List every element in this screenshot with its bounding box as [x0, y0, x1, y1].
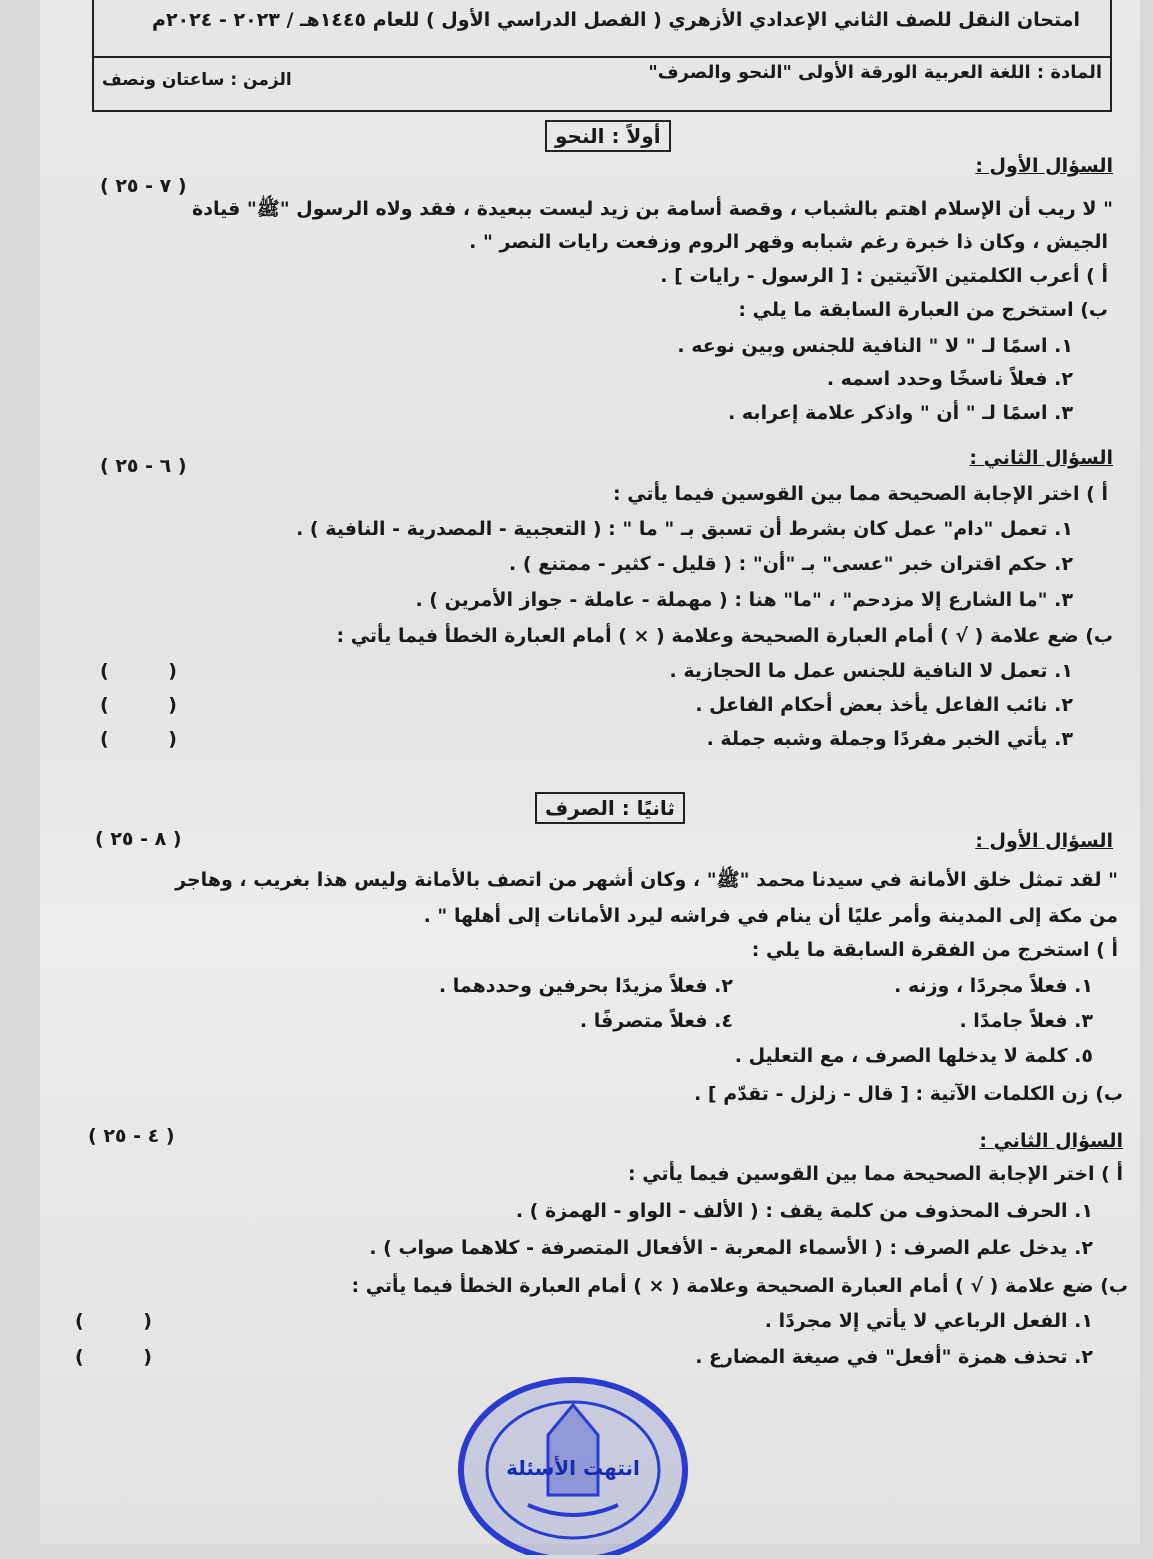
exam-title: امتحان النقل للصف الثاني الإعدادي الأزهري ( الفصل الدراسي الأول ) للعام ١٤٤٥هـ / ٢٠٢٣ - ٢٠٢٤م — [152, 9, 1080, 31]
passage-line: " لقد تمثل خلق الأمانة في سيدنا محمد "ﷺ" ، وكان أشهر من اتصف بالأمانة وليس هذا بغريب ، وهاجر — [175, 869, 1118, 891]
question-item: ب) ضع علامة ( √ ) أمام العبارة الصحيحة وعلامة ( × ) أمام العبارة الخطأ فيما يأتي : — [336, 625, 1113, 647]
sub-item: ٢. تحذف همزة "أفعل" في صيغة المضارع . — [695, 1346, 1093, 1368]
sub-item: ٣. "ما الشارع إلا مزدحم" ، "ما" هنا : ( مهملة - عاملة - جواز الأمرين ) . — [415, 589, 1073, 611]
section-title-morphology: ثانيًا : الصرف — [535, 792, 685, 824]
stamp-seal-icon — [448, 1375, 698, 1555]
sub-item: ١. تعمل لا النافية للجنس عمل ما الحجازية . — [669, 660, 1073, 682]
sub-item: ١. فعلاً مجردًا ، وزنه . — [894, 975, 1093, 997]
question-item: أ ) اختر الإجابة الصحيحة مما بين القوسين فيما يأتي : — [628, 1163, 1123, 1185]
question-item: أ ) اختر الإجابة الصحيحة مما بين القوسين فيما يأتي : — [613, 483, 1108, 505]
answer-parens: ( ) — [75, 1346, 152, 1368]
sub-item: ١. اسمًا لـ " لا " النافية للجنس وبين نوعه . — [677, 335, 1073, 357]
sub-item: ٢. فعلاً ناسخًا وحدد اسمه . — [826, 368, 1073, 390]
passage-line: من مكة إلى المدينة وأمر عليًا أن ينام في فراشه ليرد الأمانات إلى أهلها " . — [423, 905, 1118, 927]
sub-item: ٢. حكم اقتران خبر "عسى" بـ "أن" : ( قليل - كثير - ممتنع ) . — [509, 553, 1073, 575]
sub-item: ٢. نائب الفاعل يأخذ بعض أحكام الفاعل . — [695, 694, 1073, 716]
sub-item: ٣. اسمًا لـ " أن " واذكر علامة إعرابه . — [728, 402, 1073, 424]
question-marks: ( ٧ - ٢٥ ) — [100, 175, 187, 197]
sub-item: ١. الفعل الرباعي لا يأتي إلا مجردًا . — [764, 1310, 1093, 1332]
sub-item: ١. تعمل "دام" عمل كان بشرط أن تسبق بـ " ما " : ( التعجبية - المصدرية - النافية ) . — [296, 518, 1073, 540]
header-divider — [94, 56, 1110, 58]
question-title: السؤال الأول : — [975, 155, 1113, 177]
sub-item: ٣. يأتي الخبر مفردًا وجملة وشبه جملة . — [706, 728, 1073, 750]
question-item: أ ) استخرج من الفقرة السابقة ما يلي : — [751, 939, 1118, 961]
question-title: السؤال الأول : — [975, 830, 1113, 852]
answer-parens: ( ) — [75, 1310, 152, 1332]
question-item: ب) استخرج من العبارة السابقة ما يلي : — [738, 299, 1108, 321]
question-item: أ ) أعرب الكلمتين الآتيتين : [ الرسول - رايات ] . — [660, 265, 1108, 287]
question-title: السؤال الثاني : — [969, 447, 1113, 469]
question-marks: ( ٤ - ٢٥ ) — [88, 1125, 175, 1147]
question-marks: ( ٦ - ٢٥ ) — [100, 455, 187, 477]
sub-item: ٢. يدخل علم الصرف : ( الأسماء المعربة - الأفعال المتصرفة - كلاهما صواب ) . — [369, 1237, 1093, 1259]
sub-item: ٤. فعلاً متصرفًا . — [579, 1010, 733, 1032]
question-marks: ( ٨ - ٢٥ ) — [95, 828, 182, 850]
official-stamp — [448, 1375, 698, 1555]
question-title: السؤال الثاني : — [979, 1130, 1123, 1152]
exam-subject: المادة : اللغة العربية الورقة الأولى "النحو والصرف" — [648, 62, 1102, 83]
exam-time: الزمن : ساعتان ونصف — [102, 70, 292, 90]
question-item: ب) زن الكلمات الآتية : [ قال - زلزل - تقدّم ] . — [694, 1083, 1123, 1105]
answer-parens: ( ) — [100, 660, 177, 682]
exam-header — [92, 0, 1112, 112]
sub-item: ٣. فعلاً جامدًا . — [959, 1010, 1093, 1032]
sub-item: ١. الحرف المحذوف من كلمة يقف : ( الألف - الواو - الهمزة ) . — [515, 1200, 1093, 1222]
answer-parens: ( ) — [100, 728, 177, 750]
sub-item: ٢. فعلاً مزيدًا بحرفين وحددهما . — [438, 975, 733, 997]
section-title-grammar: أولاً : النحو — [545, 120, 671, 152]
stamp-text: انتهت الأسئلة — [506, 1456, 640, 1480]
answer-parens: ( ) — [100, 694, 177, 716]
passage-line: " لا ريب أن الإسلام اهتم بالشباب ، وقصة أسامة بن زيد ليست ببعيدة ، فقد ولاه الرسول "ﷺ" قيادة — [192, 198, 1113, 220]
passage-line: الجيش ، وكان ذا خبرة رغم شبابه وقهر الروم وزفعت رايات النصر " . — [469, 231, 1108, 253]
sub-item: ٥. كلمة لا يدخلها الصرف ، مع التعليل . — [734, 1045, 1093, 1067]
question-item: ب) ضع علامة ( √ ) أمام العبارة الصحيحة وعلامة ( × ) أمام العبارة الخطأ فيما يأتي : — [351, 1275, 1128, 1297]
